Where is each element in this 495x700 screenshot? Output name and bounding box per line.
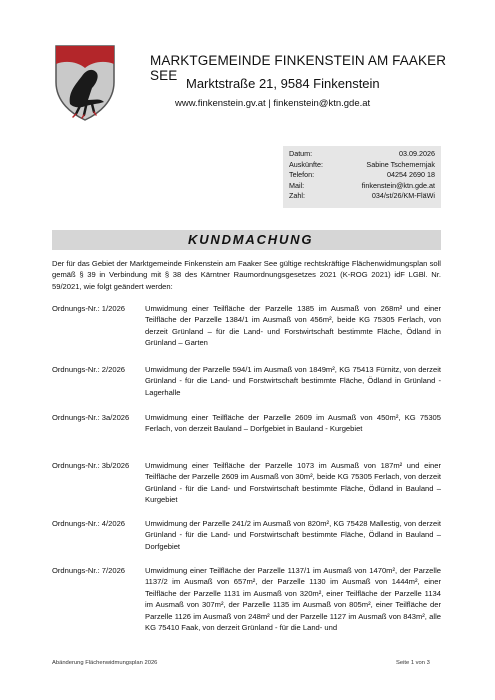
entry-text: Umwidmung einer Teilfläche der Parzelle 1137/1 im Ausmaß von 1470m², der Parzelle 1137/2 im Ausmaß von 657m², der Parzelle 1130 im Ausmaß von 1444m², einer Teilfläche der Parzelle 1131 im Ausmaß von 320m², einer Teilfläche der Parzelle 1134 im Ausmaß von 307m², der Parzelle 1135 im Ausmaß von 805m², einer Teilfläche der Parzelle 1126 im Ausmaß von 248m² und der Parzelle 1127 im Ausmaß von 843m², alle KG 75410 Faak, von derzeit Grünland - für die Land- und (145, 566, 441, 633)
org-address: Marktstraße 21, 9584 Finkenstein (186, 76, 380, 91)
entry-label: Ordnungs-Nr.: 2/2026 (52, 365, 126, 374)
info-label: Telefon: (289, 170, 315, 179)
entry-text: Umwidmung einer Teilfläche der Parzelle 1073 im Ausmaß von 187m² und einer Teilfläche der Parzelle 2609 im Ausmaß von 30m², beide KG 75305 Ferlach, von derzeit Grünland - für die Land- und Forstwirtschaft bestimmte Fläche, Ödland in Bauland – Kurgebiet (145, 461, 441, 505)
footer-document-name: Abänderung Flächenwidmungsplan 2026 (52, 660, 158, 666)
org-web-mail: www.finkenstein.gv.at | finkenstein@ktn.gde.at (175, 98, 371, 109)
info-value: Sabine Tschemernjak (366, 159, 435, 169)
entry-label: Ordnungs-Nr.: 4/2026 (52, 519, 126, 528)
entry-text: Umwidmung der Parzelle 594/1 im Ausmaß von 1849m², KG 75413 Fürnitz, von derzeit Grünland - für die Land- und Forstwirtschaft bestimmte Fläche, Ödland in Grünland - Lagerhalle (145, 365, 441, 397)
entry-label: Ordnungs-Nr.: 3b/2026 (52, 461, 130, 470)
info-value: 03.09.2026 (399, 149, 435, 158)
entry-label: Ordnungs-Nr.: 3a/2026 (52, 413, 130, 422)
entry-text: Umwidmung einer Teilfläche der Parzelle 1385 im Ausmaß von 268m² und einer Teilfläche der Parzelle 1384/1 im Ausmaß von 456m², beide KG 75305 Ferlach, von derzeit Grünland – für die Land- und Forstwirtschaft bestimmte Fläche, Ödland in Grünland – Garten (145, 304, 441, 348)
info-value: 04254 2690 18 (387, 170, 435, 179)
footer-page-number: Seite 1 von 3 (396, 660, 430, 666)
info-label: Mail: (289, 180, 305, 190)
info-value: 034/st/26/KM-FläWi (371, 191, 435, 200)
entry-label: Ordnungs-Nr.: 1/2026 (52, 304, 126, 313)
entry-text: Umwidmung einer Teilfläche der Parzelle 2609 im Ausmaß von 450m², KG 75305 Ferlach, von derzeit Bauland – Dorfgebiet in Bauland - Kurgebiet (145, 413, 441, 434)
info-label: Auskünfte: (289, 159, 323, 169)
info-row-contact (283, 160, 441, 171)
coat-of-arms-logo (52, 42, 118, 122)
info-value: finkenstein@ktn.gde.at (361, 180, 435, 190)
info-row-date (283, 149, 441, 160)
entry-text: Umwidmung der Parzelle 241/2 im Ausmaß von 820m², KG 75428 Mallestig, von derzeit Grünland - für die Land- und Forstwirtschaft bestimmte Fläche, Ödland in Bauland – Dorfgebiet (145, 519, 441, 551)
document-title: KUNDMACHUNG (188, 232, 314, 247)
info-label: Zahl: (289, 191, 305, 200)
info-row-reference (283, 191, 441, 202)
org-name: MARKTGEMEINDE FINKENSTEIN AM FAAKER SEE (150, 53, 447, 83)
entry-label: Ordnungs-Nr.: 7/2026 (52, 566, 126, 575)
info-row-phone (283, 170, 441, 181)
info-label: Datum: (289, 149, 313, 158)
info-box (283, 146, 441, 208)
info-row-mail (283, 181, 441, 192)
intro-paragraph: Der für das Gebiet der Marktgemeinde Finkenstein am Faaker See gültige rechtskräftige Flächenwidmungsplan soll gemäß § 39 in Verbindung mit § 38 des Kärntner Raumordnungsgesetzes 2021 (K-ROG 2021) idF LGBl. Nr. 59/2021, wie folgt geändert werden: (52, 259, 441, 291)
